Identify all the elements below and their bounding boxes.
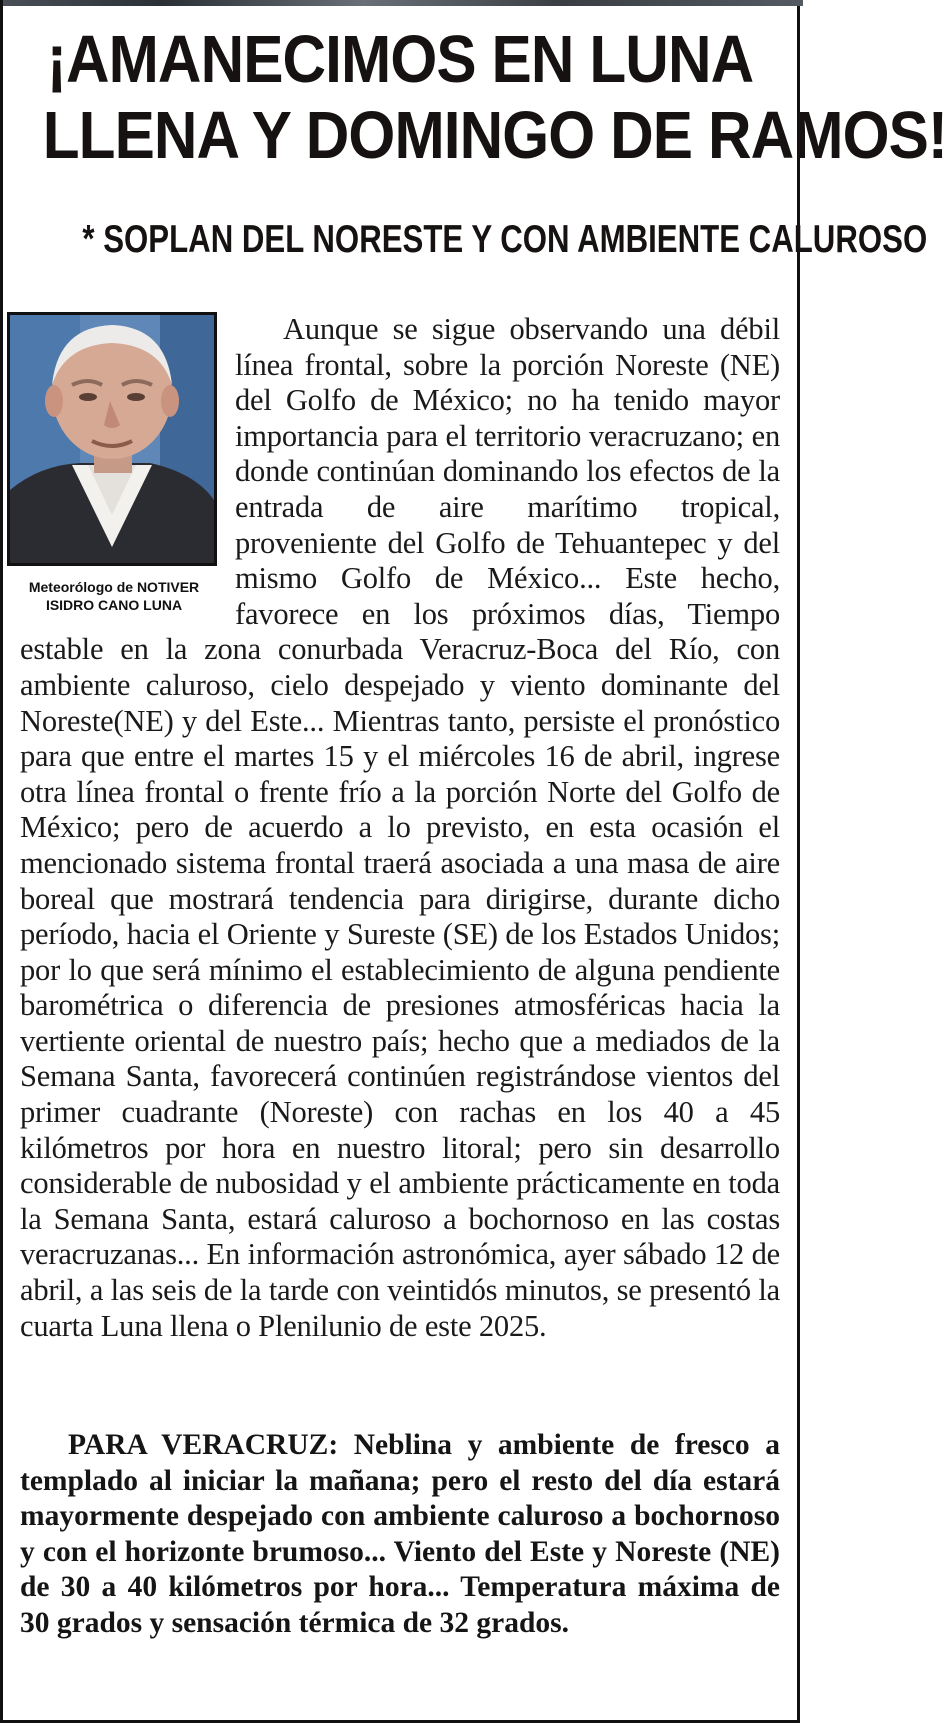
article-paragraph: Aunque se sigue observando una débil línea frontal, sobre la porción Noreste (NE) del Golfo de México; no ha tenido mayor importancia para el territorio veracruzano; en donde continúan dominando los efectos de la entrada de aire marítimo tropical, proveniente del Golfo de Tehuantepec y del mismo Golfo de México... Este hecho, favorece en los próximos días, Tiempo estable en la zona conurbada Veracruz-Boca del Río, con ambiente caluroso, cielo despejado y viento dominante del Noreste(NE) y del Este... Mientras tanto, persiste el pronóstico para que entre el martes 15 y el miércoles 16 de abril, ingrese otra línea frontal o frente frío a la porción Norte del Golfo de México; pero de acuerdo a lo previsto, en esta ocasión el mencionado sistema frontal traerá asociada a una masa de aire boreal que mostrará tendencia para dirigirse, durante dicho período, hacia el Oriente y Sureste (SE) de los Estados Unidos; por lo que será mínimo el establecimiento de alguna pendiente barométrica o diferencia de presiones atmosféricas hacia la vertiente oriental de nuestro país; hecho que a mediados de la Semana Santa, favorecerá continúen registrándose vientos del primer cuadrante (Noreste) con rachas en los 40 a 45 kilómetros por hora en nuestro litoral; pero sin desarrollo considerable de nubosidad y el ambiente prácticamente en toda la Semana Santa, estará caluroso a bochornoso en las costas veracruzanas... En información astronómica, ayer sábado 12 de abril, a las seis de la tarde con veintidós minutos, se presentó la cuarta Luna llena o Plenilunio de este 2025. [20, 312, 780, 1343]
forecast-text: PARA VERACRUZ: Neblina y ambiente de fresco a templado al iniciar la mañana; pero el resto del día estará mayormente despejado con ambiente caluroso a bochornoso y con el horizonte brumoso... Viento del Este y Noreste (NE) de 30 a 40 kilómetros por hora... Temperatura máxima de 30 grados y sensación térmica de 32 grados. [20, 1429, 780, 1639]
photo-wrap-spacer [20, 312, 235, 617]
headline [42, 22, 947, 174]
headline-line-2: LLENA Y DOMINGO DE RAMOS! [42, 98, 947, 173]
top-photo-strip [3, 0, 803, 6]
caption-line-1: Meteorólogo de NOTIVER [28, 579, 200, 595]
caption-line-2: ISIDRO CANO LUNA [45, 597, 183, 613]
headline-line-1: ¡AMANECIMOS EN LUNA [46, 22, 754, 97]
subheadline: * SOPLAN DEL NORESTE Y CON AMBIENTE CALUROSO [82, 218, 928, 261]
article-body [20, 312, 780, 1344]
forecast-paragraph [20, 1428, 780, 1642]
